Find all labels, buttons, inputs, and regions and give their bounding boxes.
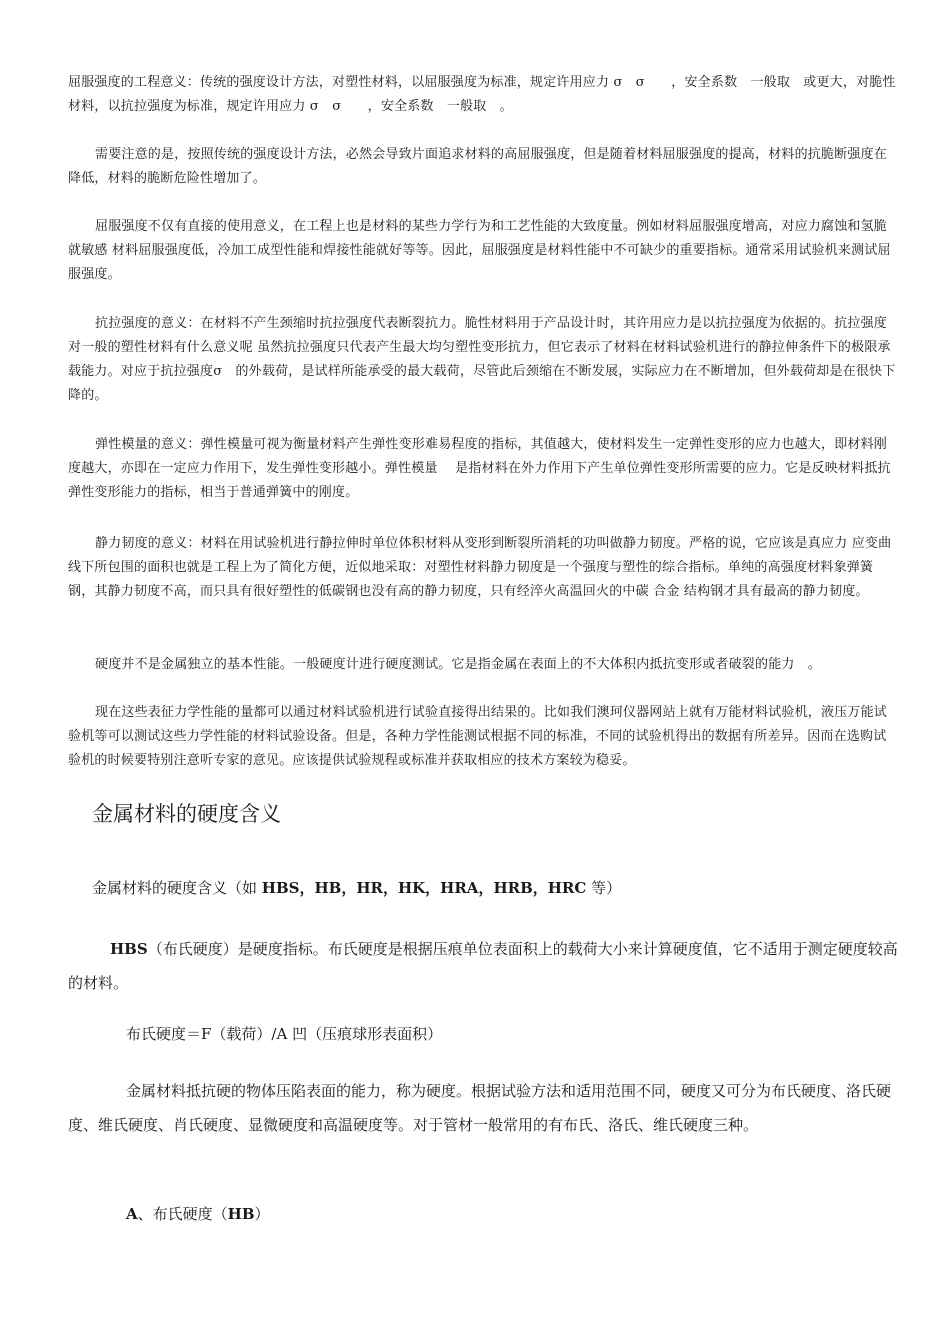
paragraph-design-note: 需要注意的是，按照传统的强度设计方法，必然会导致片面追求材料的高屈服强度，但是随着材料屈服强度的提高，材料的抗脆断强度在降低，材料的脆断危险性增加了。 <box>68 147 888 186</box>
hardness-subtitle <box>92 873 621 903</box>
paragraph-yield-strength-usage: 屈服强度不仅有直接的使用意义，在工程上也是材料的某些力学行为和工艺性能的大致度量。例如材料屈服强度增高，对应力腐蚀和氢脆就敏感 材料屈服强度低，冷加工成型性能和焊接性能就好等等。因此，屈服强度是材料性能中不可缺少的重要指标。通常采用试验机来测试屈服强度。 <box>68 219 891 282</box>
hbs-text: （布氏硬度）是硬度指标。布氏硬度是根据压痕单位表面积上的载荷大小来计算硬度值，它不适用于测定硬度较高的材料。 <box>68 940 898 992</box>
item-a-code: HB <box>227 1205 255 1223</box>
subtitle-codes: HBS，HB，HR，HK，HRA，HRB，HRC <box>261 879 587 897</box>
paragraph-testing-machines: 现在这些表征力学性能的量都可以通过材料试验机进行试验直接得出结果的。比如我们澳珂仪器网站上就有万能材料试验机，液压万能试验机等可以测试这些力学性能的材料试验设备。但是，各种力学性能测试根据不同的标准，不同的试验机得出的数据有所差异。因而在选购试验机的时候要特别注意听专家的意见。应该提供试验规程或标准并获取相应的技术方案较为稳妥。 <box>68 705 888 768</box>
subtitle-suffix: 等） <box>586 879 622 897</box>
paragraph-static-toughness: 静力韧度的意义：材料在用试验机进行静拉伸时单位体积材料从变形到断裂所消耗的功叫做静力韧度。严格的说，它应该是真应力 应变曲线下所包围的面积也就是工程上为了简化方便，近似地采取：对塑性材料静力韧度是一个强度与塑性的综合指标。单纯的高强度材料象弹簧钢，其静力韧度不高，而只具有很好塑性的低碳钢也没有高的静力韧度，只有经淬火高温回火的中碳 合金 结构钢才具有最高的静力韧度。 <box>68 536 892 599</box>
paragraph-tensile-strength: 抗拉强度的意义：在材料不产生颈缩时抗拉强度代表断裂抗力。脆性材料用于产品设计时，其许用应力是以抗拉强度为依据的。抗拉强度对一般的塑性材料有什么意义呢 虽然抗拉强度只代表产生最大均匀塑性变形抗力，但它表示了材料在材料试验机进行的静拉伸条件下的极限承载能力。对应于抗拉强度σ 的外载荷，是试样所能承受的最大载荷，尽管此后颈缩在不断发展，实际应力在不断增加，但外载荷却是在很快下降的。 <box>68 316 896 403</box>
item-a-letter: A <box>126 1205 138 1223</box>
item-a-suffix: ） <box>254 1205 270 1223</box>
paragraph-hbs-definition <box>68 932 898 1000</box>
paragraph-hardness-definition: 金属材料抵抗硬的物体压陷表面的能力，称为硬度。根据试验方法和适用范围不同，硬度又可分为布氏硬度、洛氏硬度、维氏硬度、肖氏硬度、显微硬度和高温硬度等。对于管材一般常用的有布氏、洛氏、维氏硬度三种。 <box>68 1082 892 1134</box>
paragraph-hardness-note: 硬度并不是金属独立的基本性能。一般硬度计进行硬度测试。它是指金属在表面上的不大体积内抵抗变形或者破裂的能力 。 <box>95 657 822 672</box>
item-a-heading <box>126 1199 270 1229</box>
hbs-code: HBS <box>110 940 148 958</box>
item-a-text: 、布氏硬度（ <box>137 1205 228 1223</box>
paragraph-elastic-modulus: 弹性模量的意义：弹性模量可视为衡量材料产生弹性变形难易程度的指标，其值越大，使材料发生一定弹性变形的应力也越大，即材料刚度越大，亦即在一定应力作用下，发生弹性变形越小。弹性模量 是指材料在外力作用下产生单位弹性变形所需要的应力。它是反映材料抵抗弹性变形能力的指标，相当于普通弹簧中的刚度。 <box>68 437 891 500</box>
brinell-formula: 布氏硬度＝F（载荷）/A 凹（压痕球形表面积） <box>126 1025 443 1043</box>
paragraph-yield-strength-engineering: 屈服强度的工程意义：传统的强度设计方法，对塑性材料，以屈服强度为标准，规定许用应力 σ σ ，安全系数 一般取 或更大，对脆性材料，以抗拉强度为标准，规定许用应力 σ σ ，安全系数 一般取 。 <box>68 75 896 114</box>
section-heading: 金属材料的硬度含义 <box>92 802 281 826</box>
subtitle-prefix: 金属材料的硬度含义（如 <box>92 879 262 897</box>
